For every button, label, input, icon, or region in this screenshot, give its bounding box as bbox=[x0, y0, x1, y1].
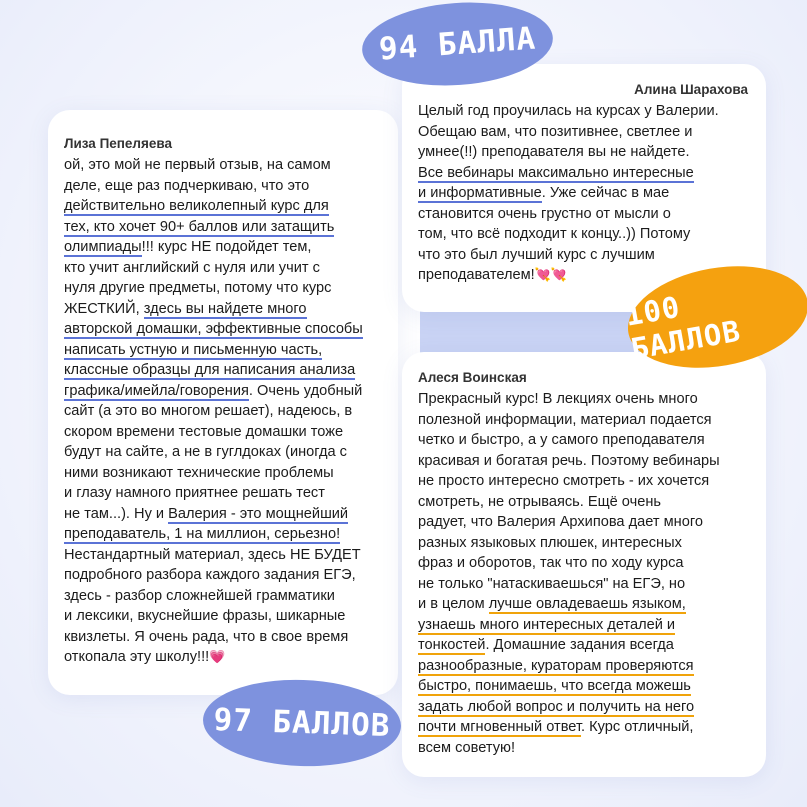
review-card-liza bbox=[48, 110, 398, 695]
heart-icon: 💗 bbox=[209, 649, 226, 664]
review-card-alesya bbox=[402, 352, 766, 777]
score-badge-100: 100 БАЛЛОВ bbox=[620, 253, 807, 381]
score-badge-94: 94 БАЛЛА bbox=[359, 0, 555, 92]
review-text: ой, это мой не первый отзыв, на самом деле, еще раз подчеркиваю, что это действительно великолепный курс для тех, кто хочет 90+ баллов или затащить олимпиады!!! курс НЕ подойдет тем, кто учит английский с нуля или учит с нуля другие предметы, потому что курс ЖЕСТКИЙ, здесь вы найдете много авторской домашки, эффективные способы написать устную и письменную часть, классные образцы для написания анализа графика/имейла/говорения. Очень удобный сайт (а это во многом решает), надеюсь, в скором времени тестовые домашки тоже будут на сайте, а не в гуглдоках (иногда с ними возникают технические проблемы и глазу намного приятнее решать тест не там...). Ну и Валерия - это мощнейший преподаватель, 1 на миллион, серьезно! Нестандартный материал, здесь НЕ БУДЕТ подробного разбора каждого задания ЕГЭ, здесь - разбор сложнейшей грамматики и лексики, вкуснейшие фразы, шикарные квизлеты. Я очень рада, что в свое время откопала эту школу!!!💗 bbox=[64, 157, 363, 665]
review-text: Прекрасный курс! В лекциях очень много полезной информации, материал подается четко и быстро, а у самого преподавателя красивая и богатая речь. Поэтому вебинары не просто интересно смотреть - их хочется смотреть, не отрываясь. Ещё очень радует, что Валерия Архипова дает много разных языковых плюшек, интересных фраз и оборотов, так что по ходу курса не только "натаскиваешься" на ЕГЭ, но и в целом лучше овладеваешь языком, узнаешь много интересных деталей и тонкостей. Домашние задания всегда разнообразные, кураторам проверяются быстро, понимаешь, что всегда можешь задать любой вопрос и получить на него почти мгновенный ответ. Курс отличный, всем советую! bbox=[418, 391, 720, 756]
score-badge-97: 97 БАЛЛОВ bbox=[202, 677, 403, 770]
reviewer-name: Алина Шарахова bbox=[634, 82, 748, 97]
reviewer-name: Лиза Пепеляева bbox=[64, 136, 173, 151]
review-text: Целый год проучилась на курсах у Валерии. Обещаю вам, что позитивнее, светлее и умнее(!!) преподавателя вы не найдете. Все вебинары максимально интересные и информативные. Уже сейчас в мае становится очень грустно от мысли о том, что всё подходит к концу..)) Потому что это был лучший курс с лучшим преподавателем!💘💘 bbox=[418, 103, 719, 283]
reviewer-name: Алеся Воинская bbox=[418, 370, 527, 385]
heart-arrow-icon: 💘💘 bbox=[534, 267, 568, 282]
